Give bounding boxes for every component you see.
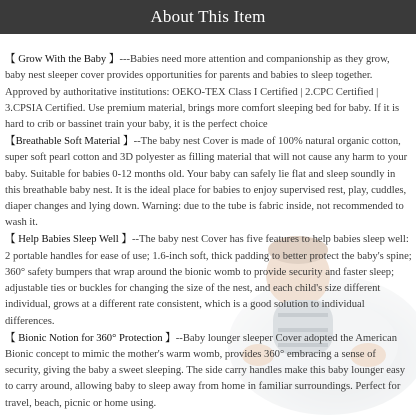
section-grow-with-baby [5,52,412,133]
section-heading: 【 Bionic Notion for 360° Protection 】 [5,332,176,344]
page-title: About This Item [150,7,266,26]
section-body: --The baby nest Cover is made of 100% natural organic cotton, super soft pearl cotton and 3D polyester as filling material that will not cause any harm to your baby. Suitable for babies 0-12 months old. Your baby can safely lie flat and sleep soundly in this breathable baby nest. It is the ideal place for babies to enjoy supervised rest, play, cuddles, diaper changes and lying down. Warning: due to the tube is fabric inside, not recommended to wash it. [5,135,408,229]
section-heading: 【 Grow With the Baby 】 [5,54,120,65]
section-body: ---Babies need more attention and companionship as they grow, baby nest sleeper cover provides opportunities for parents and babies to sleep together. Approved by authoritative institutions: OEKO-TEX Class I Certified | 2.CPC Certified | 3.CPSIA Certified. Use premium material, brings more comfort sleeping bed for baby. If it is hard to crib or bassinet train your baby, it is the perfect choice [5,54,400,131]
description-text [5,52,412,412]
section-heading: 【 Help Babies Sleep Well 】 [5,234,132,246]
section-breathable-material [5,134,412,232]
section-body: --Baby lounger sleeper Cover adopted the American Bionic concept to mimic the mother's warm womb, provides 360° embracing a sense of security, giving the baby a sweet sleeping. The side carry handles make this baby lounger easy to carry around, allowing baby to sleep away from home in familiar surroundings. Perfect for travel, beach, picnic or home using. [5,332,406,409]
section-bionic-notion [5,331,412,412]
section-body: --The baby nest Cover has five features to help babies sleep well: 2 portable handles for ease of use; 1.6-inch soft, thick padding to better protect the baby's spine; 360° safety bumpers that wrap around the bionic womb to provide security and faster sleep; adjustable ties or buckles for changing the size of the nest, and each child's size different individual, grows at a different rate consistent, which is a good solution to individual differences. [5,234,412,327]
section-help-sleep-well [5,232,412,330]
title-bar [0,0,416,34]
section-heading: 【Breathable Soft Material 】 [5,135,134,147]
